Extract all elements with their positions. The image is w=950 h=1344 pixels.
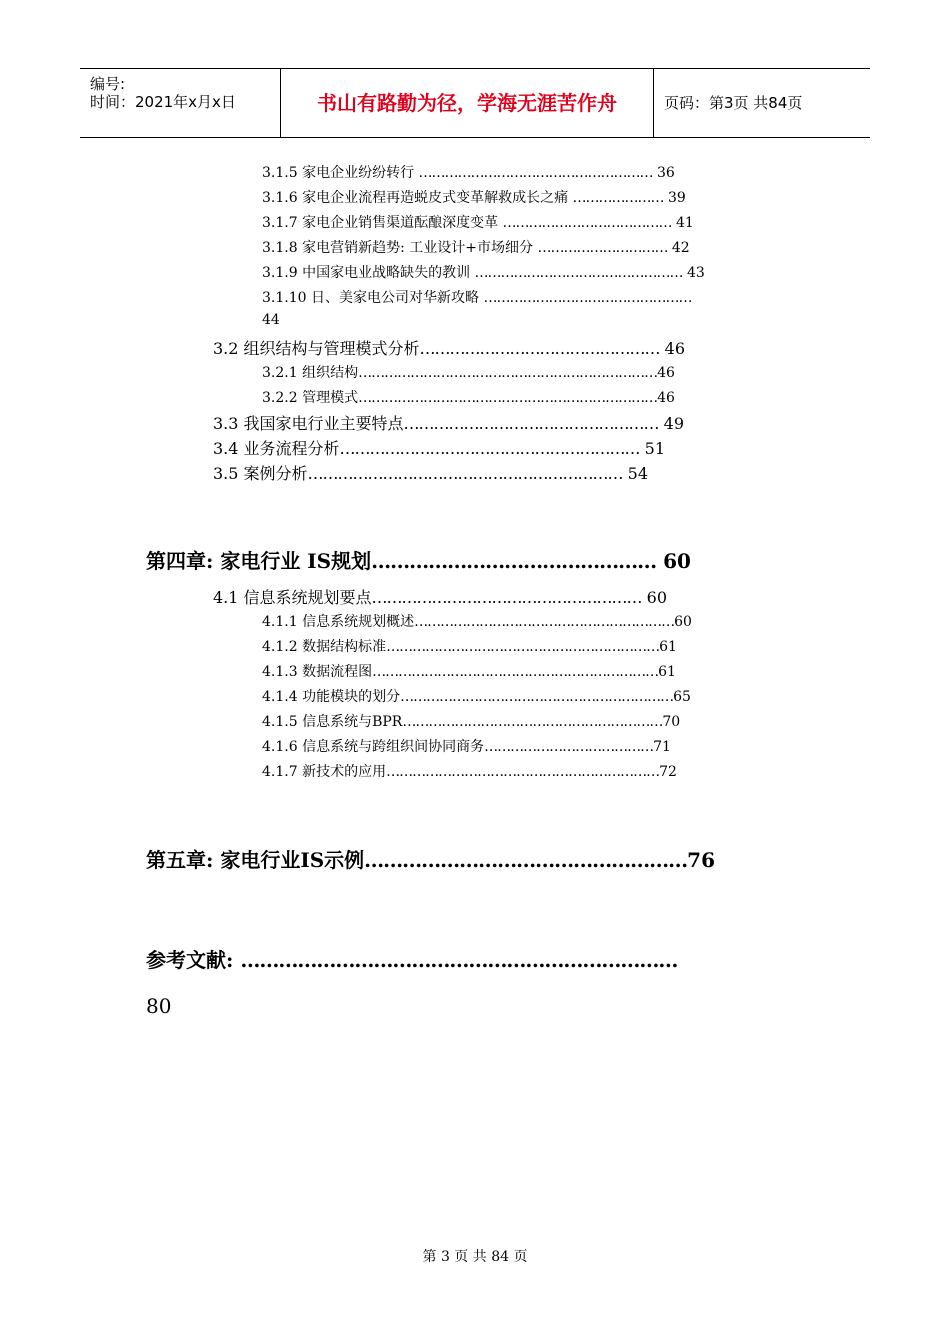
header-page-label: 页码：第3页 共84页 <box>664 94 803 112</box>
toc-entry[interactable] <box>262 661 676 681</box>
toc-leader: …………………………………………………………… <box>240 948 678 972</box>
toc-page-wrap <box>146 994 171 1018</box>
toc-page: 46 <box>657 365 675 381</box>
toc-page: 51 <box>644 439 665 458</box>
page-header <box>80 68 870 138</box>
toc-entry-title: 4.1.2 数据结构标准 <box>262 639 387 655</box>
toc-page: 36 <box>656 165 675 181</box>
toc-leader: ………………………………… <box>502 215 672 231</box>
toc-leader: ……………………………………………………… <box>307 464 623 483</box>
toc-entry-title: 3.1.6 家电企业流程再造蜕皮式变革解救成长之痛 <box>262 190 569 206</box>
toc-chapter[interactable] <box>146 545 691 574</box>
toc-leader: …………………………………………………… <box>402 714 663 730</box>
toc-entry[interactable] <box>262 736 671 756</box>
toc-page: 54 <box>627 464 648 483</box>
header-divider <box>653 69 654 137</box>
toc-leader: …………………………………………………………… <box>358 365 658 381</box>
toc-entry[interactable] <box>262 212 694 232</box>
toc-page: 72 <box>659 764 677 780</box>
toc-page: 71 <box>653 739 671 755</box>
toc-leader: ………………………………………… <box>483 290 692 306</box>
toc-entry-title: 参考文献: <box>146 948 234 972</box>
toc-entry[interactable] <box>213 411 684 434</box>
toc-entry[interactable] <box>213 436 665 459</box>
date-label: 时间：2021年x月x日 <box>90 93 236 111</box>
toc-leader: ……………………………………………… <box>418 165 653 181</box>
toc-entry-title: 3.4 业务流程分析 <box>213 439 340 458</box>
toc-page: 60 <box>646 588 667 607</box>
toc-page: 46 <box>657 390 675 406</box>
toc-leader: ………………………………………………………… <box>372 664 659 680</box>
toc-entry[interactable] <box>262 761 677 781</box>
toc-leader: …………………………………………………………… <box>358 390 658 406</box>
toc-entry-title: 3.1.10 日、美家电公司对华新攻略 <box>262 290 479 306</box>
toc-entry-title: 3.3 我国家电行业主要特点 <box>213 414 404 433</box>
toc-page: 65 <box>673 689 691 705</box>
toc-page: 42 <box>671 240 690 256</box>
toc-entry-title: 3.1.9 中国家电业战略缺失的教训 <box>262 265 471 281</box>
toc-entry[interactable] <box>262 636 677 656</box>
toc-leader: ………………………… <box>537 240 668 256</box>
toc-leader: ……………………………………………………… <box>386 764 660 780</box>
toc-chapter[interactable] <box>146 844 715 873</box>
toc-entry-title: 3.2 组织结构与管理模式分析 <box>213 339 420 358</box>
toc-page: 39 <box>667 190 686 206</box>
toc-page: 60 <box>674 614 692 630</box>
toc-entry[interactable] <box>262 711 680 731</box>
toc-page: 41 <box>675 215 694 231</box>
toc-page: 61 <box>659 639 677 655</box>
toc-leader: ……………………………………………………… <box>386 639 660 655</box>
toc-entry-title: 第五章: 家电行业IS示例 <box>146 848 365 872</box>
toc-page: 61 <box>658 664 676 680</box>
toc-entry[interactable] <box>213 336 685 359</box>
page-footer: 第 3 页 共 84 页 <box>422 1249 528 1265</box>
toc-page-wrap <box>262 312 280 328</box>
toc-leader: ……………………………………………………… <box>400 689 674 705</box>
number-label: 编号: <box>90 75 126 93</box>
toc-entry-title: 3.1.8 家电营销新趋势: 工业设计+市场细分 <box>262 240 533 256</box>
toc-page: 76 <box>687 848 715 872</box>
toc-page: 60 <box>663 549 691 573</box>
toc-chapter[interactable] <box>146 944 677 973</box>
toc-entry-title: 4.1.4 功能模块的划分 <box>262 689 401 705</box>
toc-entry-title: 3.1.5 家电企业纷纷转行 <box>262 165 415 181</box>
toc-entry[interactable] <box>262 262 705 282</box>
toc-entry[interactable] <box>262 287 691 307</box>
toc-entry[interactable] <box>262 362 675 382</box>
toc-entry[interactable] <box>262 387 675 407</box>
toc-leader: ………………………………………… <box>474 265 683 281</box>
toc-entry-title: 3.1.7 家电企业销售渠道酝酿深度变革 <box>262 215 499 231</box>
toc-leader: …………………………………………… <box>403 414 659 433</box>
toc-page: 70 <box>662 714 681 730</box>
toc-page: 43 <box>686 265 705 281</box>
toc-entry[interactable] <box>262 237 690 257</box>
toc-leader: ……………………………………………… <box>371 588 642 607</box>
header-motto: 书山有路勤为径，学海无涯苦作舟 <box>317 91 617 115</box>
toc-entry-title: 4.1.1 信息系统规划概述 <box>262 614 415 630</box>
toc-entry[interactable] <box>213 585 667 608</box>
toc-entry-title: 3.2.2 管理模式 <box>262 390 359 406</box>
toc-entry-title: 4.1.3 数据流程图 <box>262 664 373 680</box>
toc-entry-title: 4.1 信息系统规划要点 <box>213 588 372 607</box>
toc-entry[interactable] <box>213 461 648 484</box>
toc-entry-title: 3.2.1 组织结构 <box>262 365 359 381</box>
toc-leader: ………………… <box>572 190 664 206</box>
toc-entry[interactable] <box>262 162 675 182</box>
toc-leader: …………………………………………… <box>364 848 688 872</box>
toc-entry-title: 4.1.6 信息系统与跨组织间协同商务 <box>262 739 485 755</box>
toc-entry-title: 第四章: 家电行业 IS规划 <box>146 549 372 573</box>
toc-entry[interactable] <box>262 686 691 706</box>
toc-leader: ……………………………………… <box>371 549 657 573</box>
toc-entry[interactable] <box>262 187 686 207</box>
toc-entry-title: 4.1.5 信息系统与BPR <box>262 714 403 730</box>
toc-page: 46 <box>664 339 685 358</box>
toc-leader: ………………………………………… <box>419 339 660 358</box>
toc-page: 49 <box>663 414 684 433</box>
header-meta <box>80 69 280 137</box>
toc-entry-title: 3.5 案例分析 <box>213 464 308 483</box>
toc-leader: ………………………………… <box>484 739 654 755</box>
toc-entry-title: 4.1.7 新技术的应用 <box>262 764 387 780</box>
toc-entry[interactable] <box>262 611 692 631</box>
toc-leader: …………………………………………………… <box>339 439 640 458</box>
toc-leader: …………………………………………………… <box>414 614 675 630</box>
toc-page: 80 <box>146 994 172 1018</box>
toc-page: 44 <box>262 312 280 328</box>
